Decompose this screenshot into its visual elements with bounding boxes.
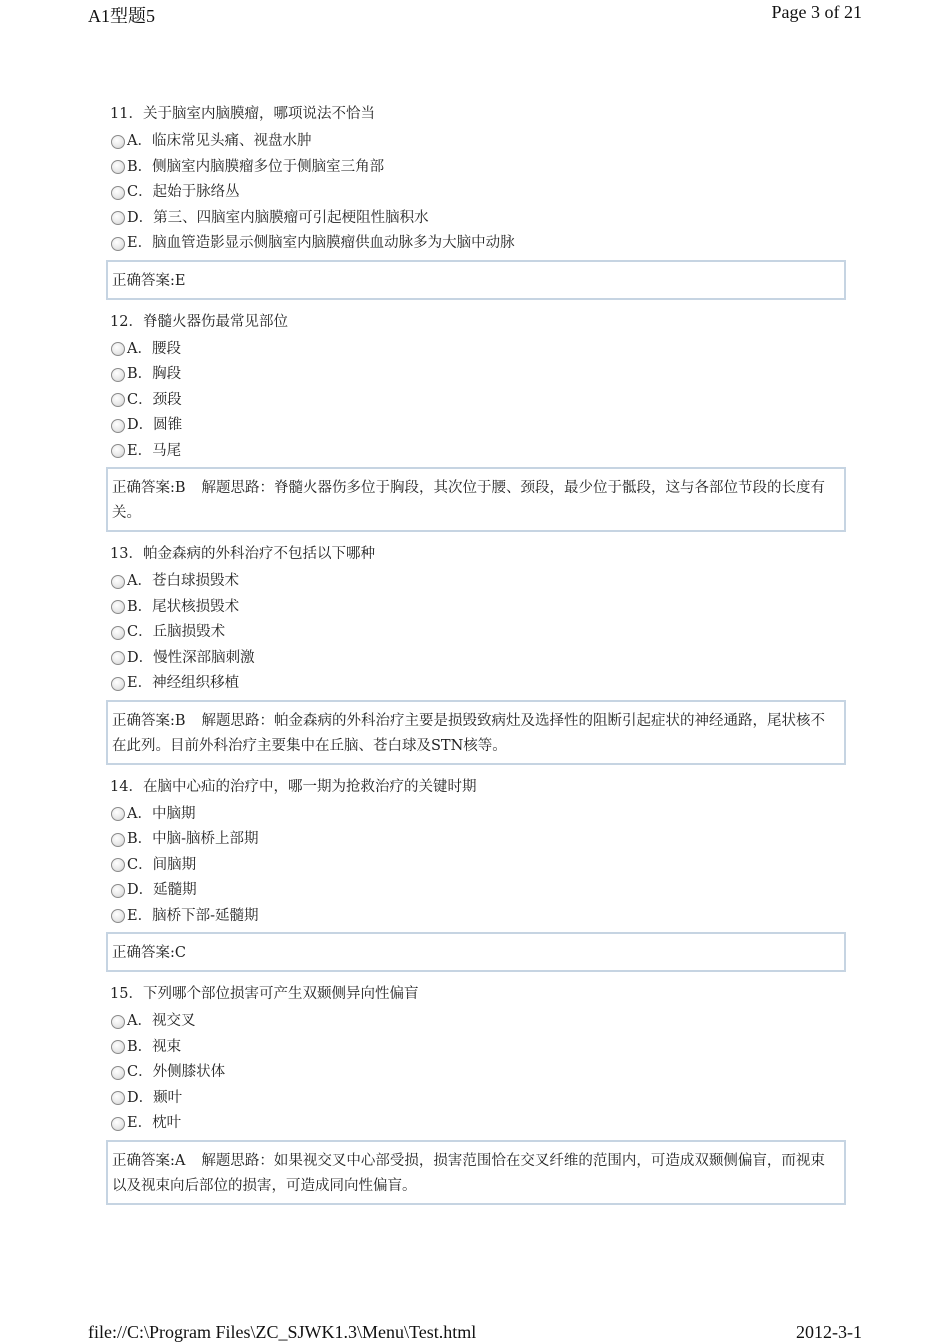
answer-explanation: 解题思路：帕金森病的外科治疗主要是损毁致病灶及选择性的阻断引起症状的神经通路，尾状核不在此列。目前外科治疗主要集中在丘脑、苍白球及STN核等。 [112,712,826,754]
option-label: A．中脑期 [127,805,196,822]
radio-button-icon[interactable] [111,909,125,923]
question-title: 13．帕金森病的外科治疗不包括以下哪种 [110,546,375,562]
radio-button-icon[interactable] [111,211,125,225]
answer-option[interactable] [111,155,846,181]
answer-option[interactable] [111,180,846,206]
answer-option[interactable] [111,231,846,257]
radio-button-icon[interactable] [111,419,125,433]
radio-button-icon[interactable] [111,1040,125,1054]
answer-option[interactable] [111,413,846,439]
question-block [106,775,846,973]
option-label: D．颞叶 [127,1089,183,1106]
radio-button-icon[interactable] [111,833,125,847]
radio-button-icon[interactable] [111,807,125,821]
option-label: D．第三、四脑室内脑膜瘤可引起梗阻性脑积水 [127,209,429,226]
option-label: A．视交叉 [127,1013,196,1029]
option-label: D．延髓期 [127,882,197,898]
correct-answer: 正确答案:C [112,945,186,961]
answer-box [106,1140,846,1205]
answer-box [106,260,846,300]
option-label: C．外侧膝状体 [127,1064,226,1080]
radio-button-icon[interactable] [111,626,125,640]
answer-box [106,932,846,972]
answer-option[interactable] [111,388,846,414]
answer-box [106,467,846,532]
answer-option[interactable] [111,1111,846,1137]
question-title: 11．关于脑室内脑膜瘤，哪项说法不恰当 [110,106,375,122]
answer-explanation: 解题思路：脊髓火器伤多位于胸段，其次位于腰、颈段，最少位于骶段，这与各部位节段的长度有关。 [112,480,826,521]
option-label: D．慢性深部脑刺激 [127,649,255,666]
radio-button-icon[interactable] [111,1117,125,1131]
question-block [106,310,846,533]
answer-option[interactable] [111,362,846,388]
radio-button-icon[interactable] [111,368,125,382]
file-path: file://C:\Program Files\ZC_SJWK1.3\Menu\Test.html [88,1322,477,1342]
answer-option[interactable] [111,337,846,363]
option-label: C．丘脑损毁术 [127,624,226,640]
answer-option[interactable] [111,802,846,828]
answer-option[interactable] [111,569,846,595]
option-label: B．胸段 [127,366,182,382]
option-label: B．中脑-脑桥上部期 [127,831,259,847]
answer-explanation: 解题思路：如果视交叉中心部受损，损害范围恰在交叉纤维的范围内，可造成双颞侧偏盲，而视束以及视束向后部位的损害，可造成同向性偏盲。 [112,1152,825,1194]
question-title: 12．脊髓火器伤最常见部位 [110,313,288,330]
answer-option[interactable] [111,129,846,155]
radio-button-icon[interactable] [111,677,125,691]
option-label: A．腰段 [127,340,181,357]
radio-button-icon[interactable] [111,342,125,356]
option-label: E．马尾 [127,442,182,459]
question-title: 15．下列哪个部位损害可产生双颞侧异向性偏盲 [110,986,419,1002]
radio-button-icon[interactable] [111,237,125,251]
answer-option[interactable] [111,620,846,646]
option-label: E．神经组织移植 [127,675,240,691]
option-label: C．起始于脉络丛 [127,184,240,200]
answer-option[interactable] [111,595,846,621]
radio-button-icon[interactable] [111,444,125,458]
option-label: B．侧脑室内脑膜瘤多位于侧脑室三角部 [127,158,385,175]
question-block [106,982,846,1205]
answer-option[interactable] [111,206,846,232]
option-label: E．枕叶 [127,1115,182,1131]
correct-answer: 正确答案:A [112,1152,186,1169]
option-label: E．脑血管造影显示侧脑室内脑膜瘤供血动脉多为大脑中动脉 [127,235,515,251]
option-label: C．颈段 [127,391,182,408]
print-date: 2012-3-1 [796,1322,862,1342]
answer-option[interactable] [111,904,846,930]
document-title: A1型题5 [88,6,155,26]
answer-option[interactable] [111,646,846,672]
question-list [106,102,846,1215]
radio-button-icon[interactable] [111,1091,125,1105]
radio-button-icon[interactable] [111,1066,125,1080]
answer-option[interactable] [111,1086,846,1112]
radio-button-icon[interactable] [111,858,125,872]
answer-option[interactable] [111,671,846,697]
radio-button-icon[interactable] [111,160,125,174]
correct-answer: 正确答案:B [112,712,186,729]
answer-option[interactable] [111,1035,846,1061]
option-label: D．圆锥 [127,417,183,433]
radio-button-icon[interactable] [111,1015,125,1029]
answer-option[interactable] [111,1060,846,1086]
answer-option[interactable] [111,439,846,465]
option-label: E．脑桥下部-延髓期 [127,907,259,924]
radio-button-icon[interactable] [111,135,125,149]
correct-answer: 正确答案:E [112,272,186,289]
radio-button-icon[interactable] [111,186,125,200]
correct-answer: 正确答案:B [112,480,186,496]
question-block [106,542,846,765]
radio-button-icon[interactable] [111,884,125,898]
option-label: A．苍白球损毁术 [127,573,239,589]
option-label: B．视束 [127,1038,182,1055]
radio-button-icon[interactable] [111,575,125,589]
page-number: Page 3 of 21 [771,2,862,22]
radio-button-icon[interactable] [111,651,125,665]
radio-button-icon[interactable] [111,600,125,614]
question-title: 14．在脑中心疝的治疗中，哪一期为抢救治疗的关键时期 [110,778,477,795]
option-label: B．尾状核损毁术 [127,598,240,615]
radio-button-icon[interactable] [111,393,125,407]
question-block [106,102,846,300]
answer-option[interactable] [111,853,846,879]
option-label: C．间脑期 [127,856,197,873]
answer-box [106,700,846,765]
answer-option[interactable] [111,1009,846,1035]
answer-option[interactable] [111,827,846,853]
option-label: A．临床常见头痛、视盘水肿 [127,133,312,149]
answer-option[interactable] [111,878,846,904]
